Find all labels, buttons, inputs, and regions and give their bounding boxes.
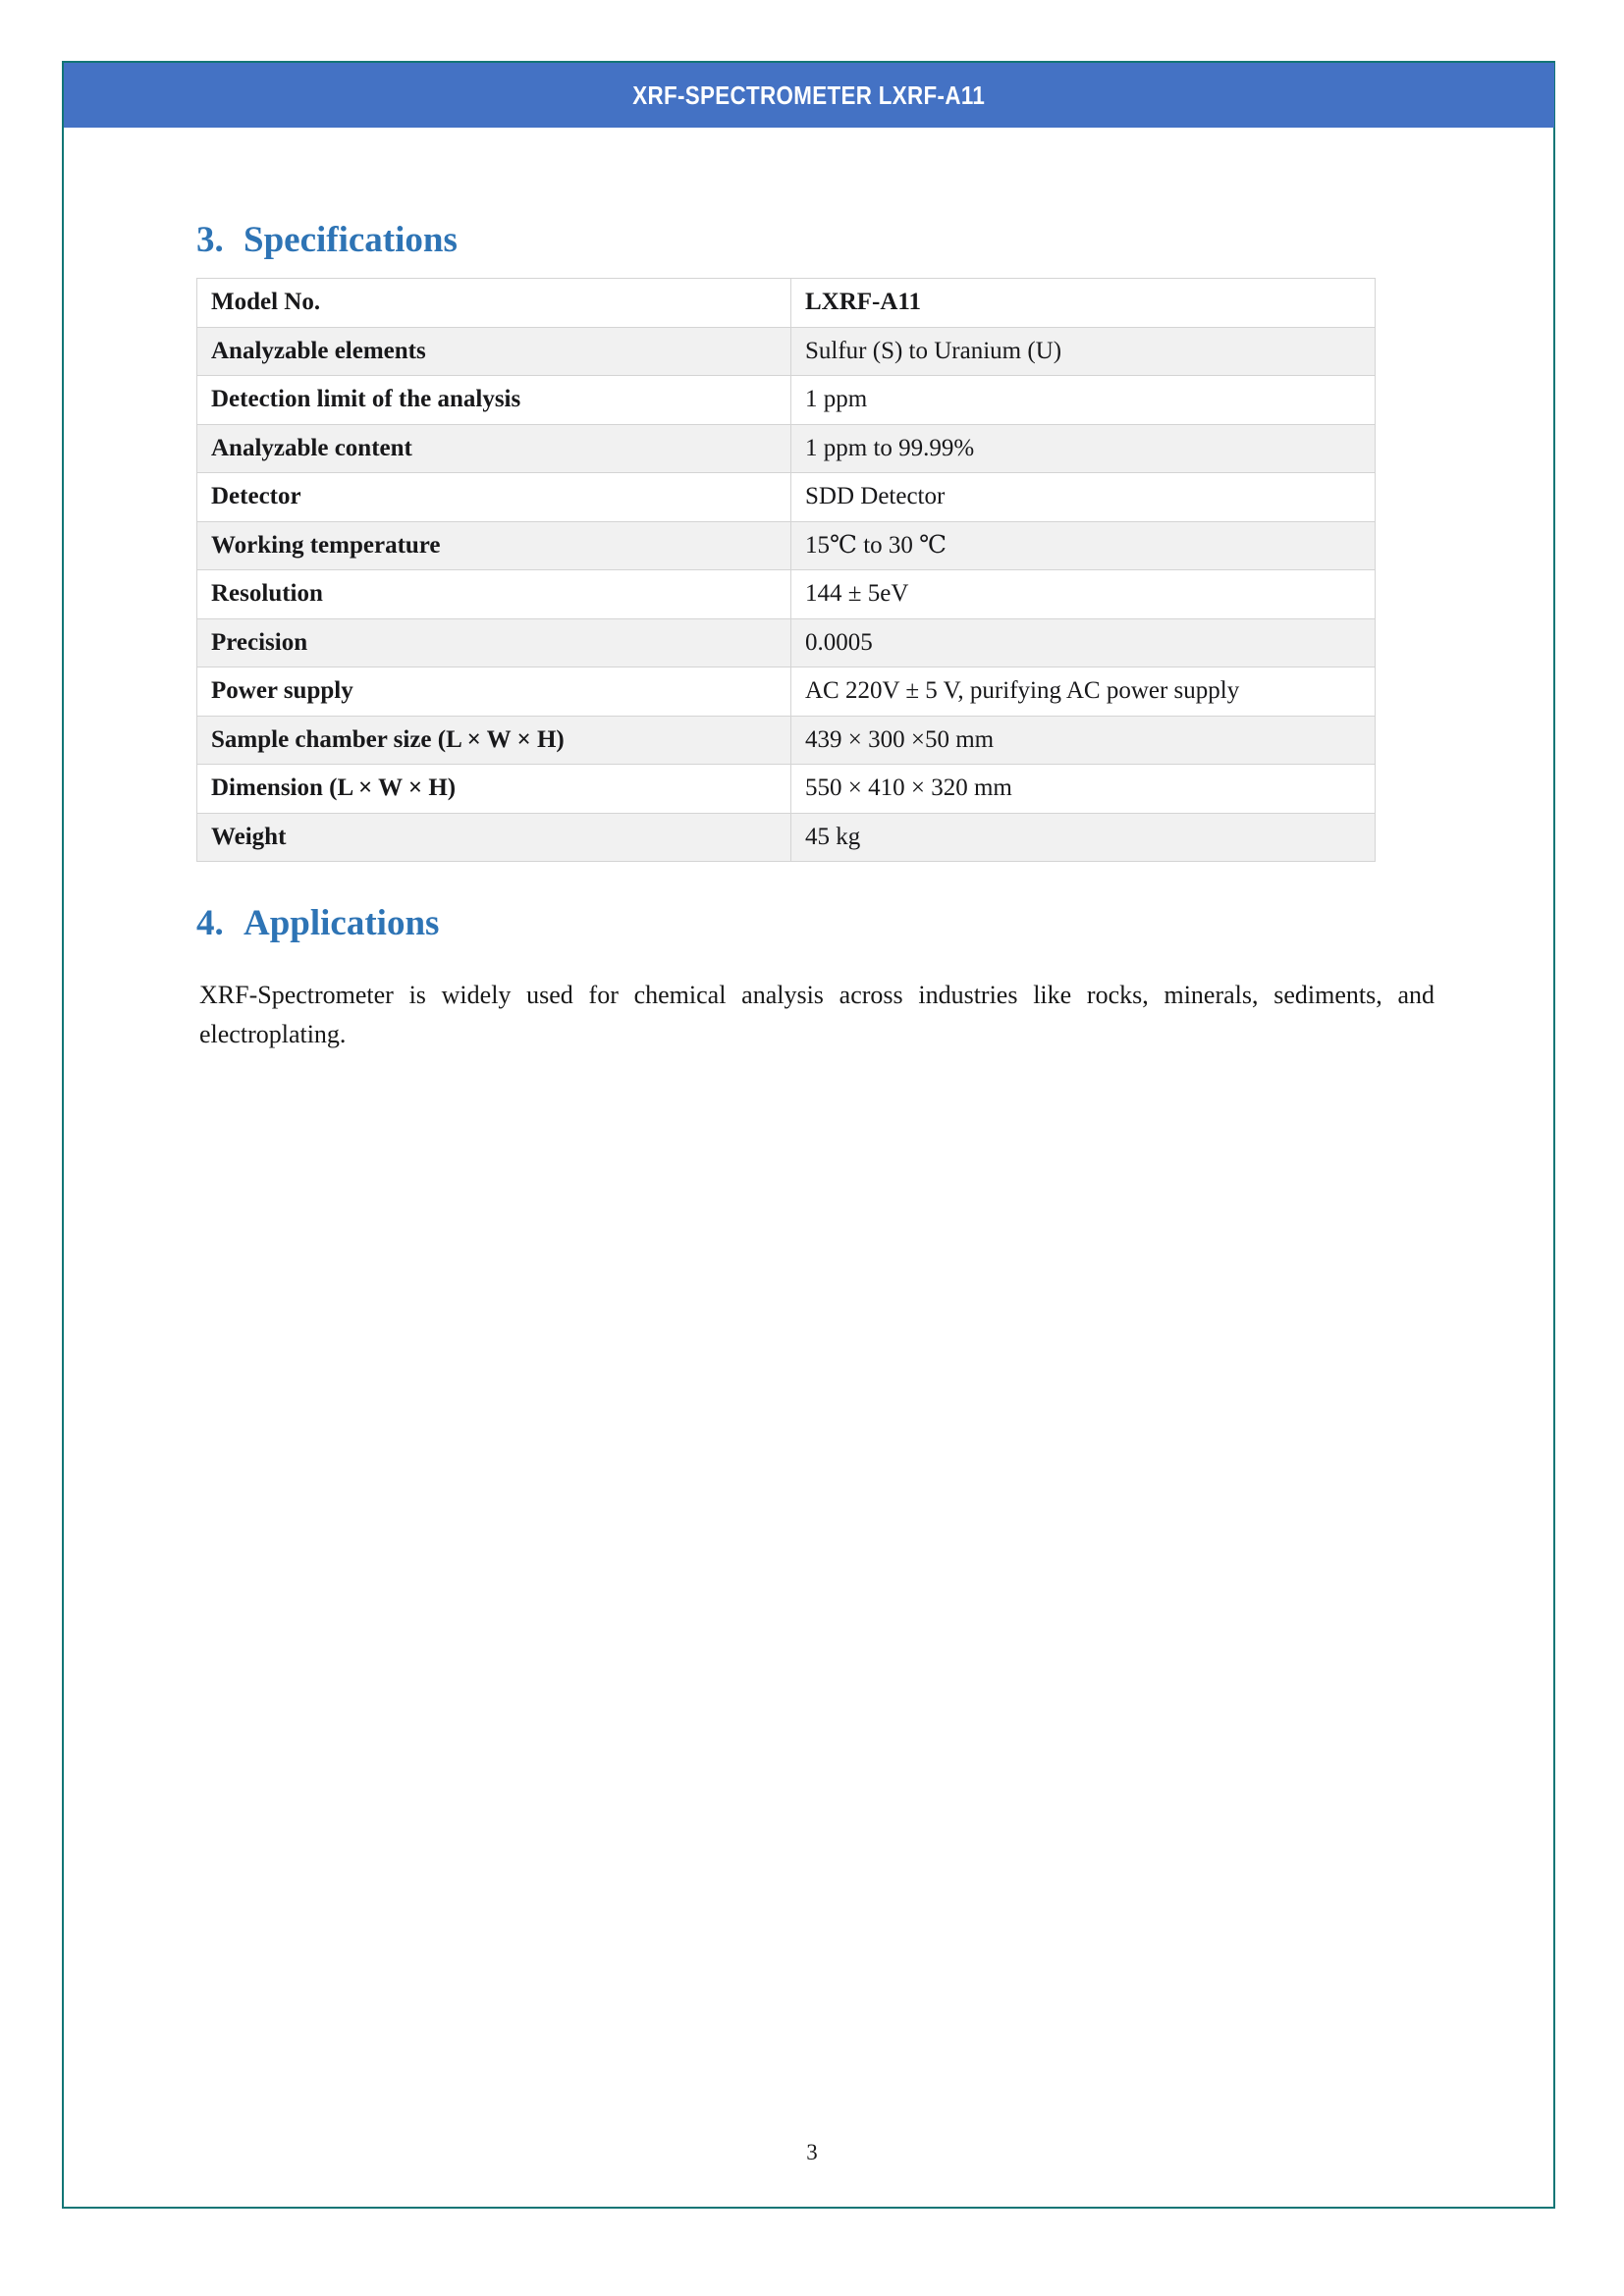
spec-value-cell: 45 kg	[791, 813, 1376, 862]
table-row	[197, 716, 1376, 765]
spec-label-cell: Analyzable content	[197, 424, 791, 473]
spec-label-cell: Model No.	[197, 279, 791, 328]
spec-label-cell: Resolution	[197, 570, 791, 619]
section-title-specifications: Specifications	[244, 219, 458, 260]
spec-value-cell: SDD Detector	[791, 473, 1376, 522]
document-header-title: XRF-SPECTROMETER LXRF-A11	[632, 80, 986, 110]
spec-label-cell: Precision	[197, 618, 791, 667]
spec-value-cell: Sulfur (S) to Uranium (U)	[791, 327, 1376, 376]
spec-label-cell: Weight	[197, 813, 791, 862]
table-row	[197, 473, 1376, 522]
specifications-table	[196, 278, 1376, 862]
spec-value-cell: 439 × 300 ×50 mm	[791, 716, 1376, 765]
specifications-table-body	[197, 279, 1376, 862]
spec-label-cell: Analyzable elements	[197, 327, 791, 376]
table-row	[197, 521, 1376, 570]
table-row	[197, 618, 1376, 667]
applications-paragraph: XRF-Spectrometer is widely used for chemical analysis across industries like rocks, minerals, sediments, and electroplating.	[199, 981, 1435, 1048]
table-row	[197, 376, 1376, 425]
spec-value-cell: 15℃ to 30 ℃	[791, 521, 1376, 570]
table-row	[197, 424, 1376, 473]
spec-value-cell: 1 ppm	[791, 376, 1376, 425]
table-row	[197, 279, 1376, 328]
section-title-applications: Applications	[244, 902, 440, 943]
document-header-banner	[64, 63, 1554, 128]
spec-label-cell: Dimension (L × W × H)	[197, 765, 791, 814]
section-heading-specifications	[196, 221, 458, 261]
section-number-applications: 4.	[196, 902, 224, 943]
spec-value-cell: 0.0005	[791, 618, 1376, 667]
spec-label-cell: Detector	[197, 473, 791, 522]
footer-page-number: 3	[806, 2140, 818, 2164]
table-row	[197, 765, 1376, 814]
spec-label-cell: Working temperature	[197, 521, 791, 570]
spec-value-cell: LXRF-A11	[791, 279, 1376, 328]
table-row	[197, 667, 1376, 717]
spec-label-cell: Power supply	[197, 667, 791, 717]
spec-label-cell: Sample chamber size (L × W × H)	[197, 716, 791, 765]
spec-value-cell: 550 × 410 × 320 mm	[791, 765, 1376, 814]
table-row	[197, 813, 1376, 862]
spec-value-cell: AC 220V ± 5 V, purifying AC power supply	[791, 667, 1376, 717]
section-heading-applications	[196, 904, 439, 944]
table-row	[197, 327, 1376, 376]
table-row	[197, 570, 1376, 619]
spec-value-cell: 1 ppm to 99.99%	[791, 424, 1376, 473]
spec-value-cell: 144 ± 5eV	[791, 570, 1376, 619]
section-number-specifications: 3.	[196, 219, 224, 260]
spec-label-cell: Detection limit of the analysis	[197, 376, 791, 425]
